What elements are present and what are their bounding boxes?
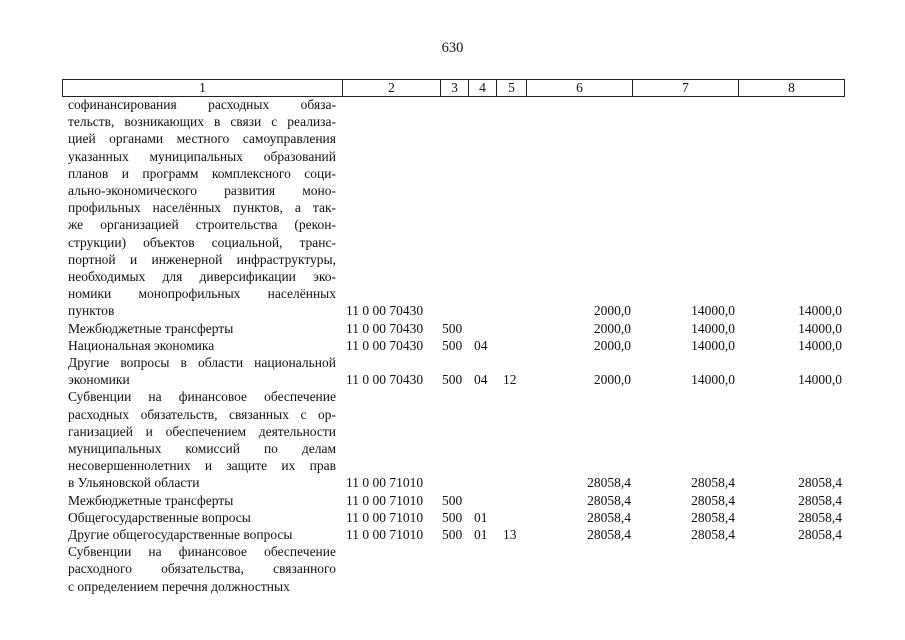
description-line: Общегосударственные вопросы <box>68 509 251 525</box>
description-line: Межбюджетные трансферты <box>68 320 234 336</box>
description-line: номики монопрофильных населённых <box>68 286 336 302</box>
amount-col-7: 14000,0 <box>691 372 735 388</box>
row-description <box>68 354 336 388</box>
section-code: 01 <box>474 527 488 542</box>
amount-col-6: 2000,0 <box>593 320 631 336</box>
description-line: тельств, возникающих в связи с реализа- <box>68 114 336 130</box>
section-code: 01 <box>474 509 488 525</box>
page-number: 630 <box>441 40 464 56</box>
amount-col-8: 14000,0 <box>798 372 842 388</box>
description-line: Другие общегосударственные вопросы <box>68 527 293 542</box>
description-line: планов и программ комплексного соци- <box>68 165 336 181</box>
row-description <box>68 526 336 543</box>
amount-col-8: 14000,0 <box>798 337 842 353</box>
description-line: профильных населённых пунктов, а так- <box>68 200 336 216</box>
amount-col-8: 28058,4 <box>798 527 842 542</box>
description-line: указанных муниципальных образований <box>68 148 336 164</box>
subsection-code: 12 <box>503 372 517 388</box>
row-description <box>68 96 336 320</box>
amount-col-6: 28058,4 <box>587 475 631 491</box>
description-line: экономики <box>68 372 130 388</box>
description-line: цией органами местного самоуправления <box>68 131 336 147</box>
row-description <box>68 492 336 509</box>
description-line: Другие вопросы в области национальной <box>68 355 336 370</box>
amount-col-6: 2000,0 <box>593 337 631 353</box>
amount-col-7: 28058,4 <box>691 492 735 508</box>
section-code: 04 <box>474 372 488 388</box>
header-col-2: 2 <box>343 80 441 97</box>
description-line: ально-экономического развития моно- <box>68 183 336 199</box>
amount-col-7: 14000,0 <box>691 320 735 336</box>
description-line: пунктов <box>68 303 115 319</box>
budget-code: 11 0 00 71010 <box>346 492 424 508</box>
amount-col-6: 28058,4 <box>587 527 631 542</box>
description-line: портной и инженерной инфраструктуры, <box>68 251 336 267</box>
expense-type: 500 <box>442 509 463 525</box>
description-line: необходимых для диверсификации эко- <box>68 269 336 285</box>
amount-col-7: 28058,4 <box>691 509 735 525</box>
amount-col-7: 14000,0 <box>691 337 735 353</box>
description-line: в Ульяновской области <box>68 475 200 491</box>
row-description <box>68 388 336 491</box>
column-header-table <box>62 79 845 97</box>
amount-col-6: 28058,4 <box>587 509 631 525</box>
header-col-6: 6 <box>527 80 633 97</box>
row-description <box>68 337 336 354</box>
budget-code: 11 0 00 70430 <box>346 320 424 336</box>
budget-code: 11 0 00 70430 <box>346 303 424 319</box>
description-line: Субвенции на финансовое обеспечение <box>68 544 336 560</box>
description-line: расходных обязательств, связанных с ор- <box>68 406 336 422</box>
amount-col-7: 28058,4 <box>691 527 735 542</box>
description-line: Субвенции на финансовое обеспечение <box>68 389 336 405</box>
amount-col-8: 14000,0 <box>798 303 842 319</box>
header-col-1: 1 <box>63 80 343 97</box>
amount-col-8: 28058,4 <box>798 475 842 491</box>
header-col-8: 8 <box>739 80 845 97</box>
amount-col-6: 2000,0 <box>593 372 631 388</box>
budget-code: 11 0 00 70430 <box>346 372 424 388</box>
expense-type: 500 <box>442 527 463 542</box>
budget-code: 11 0 00 71010 <box>346 527 424 542</box>
description-line: несовершеннолетних и защите их прав <box>68 458 336 474</box>
amount-col-8: 28058,4 <box>798 509 842 525</box>
description-line: Национальная экономика <box>68 337 215 353</box>
row-description <box>68 543 336 595</box>
expense-type: 500 <box>442 337 463 353</box>
section-code: 04 <box>474 337 488 353</box>
header-col-4: 4 <box>469 80 497 97</box>
description-line: ганизацией и обеспечением деятельности <box>68 423 336 439</box>
header-col-7: 7 <box>633 80 739 97</box>
description-line: Межбюджетные трансферты <box>68 492 234 508</box>
budget-code: 11 0 00 71010 <box>346 509 424 525</box>
description-line: с определением перечня должностных <box>68 578 290 594</box>
description-line: струкции) объектов социальной, транс- <box>68 234 336 250</box>
header-col-3: 3 <box>441 80 469 97</box>
description-line: же организацией строительства (рекон- <box>68 217 336 233</box>
budget-code: 11 0 00 71010 <box>346 475 424 491</box>
budget-code: 11 0 00 70430 <box>346 337 424 353</box>
amount-col-6: 2000,0 <box>593 303 631 319</box>
header-col-5: 5 <box>497 80 527 97</box>
amount-col-8: 14000,0 <box>798 320 842 336</box>
subsection-code: 13 <box>503 527 517 542</box>
description-line: расходного обязательства, связанного <box>68 561 336 577</box>
description-line: софинансирования расходных обяза- <box>68 97 336 112</box>
description-line: муниципальных комиссий по делам <box>68 441 336 456</box>
row-description <box>68 320 336 337</box>
amount-col-7: 28058,4 <box>691 475 735 491</box>
row-description <box>68 509 336 526</box>
expense-type: 500 <box>442 372 463 388</box>
expense-type: 500 <box>442 320 463 336</box>
expense-type: 500 <box>442 492 463 508</box>
amount-col-7: 14000,0 <box>691 303 735 319</box>
amount-col-6: 28058,4 <box>587 492 631 508</box>
amount-col-8: 28058,4 <box>798 492 842 508</box>
